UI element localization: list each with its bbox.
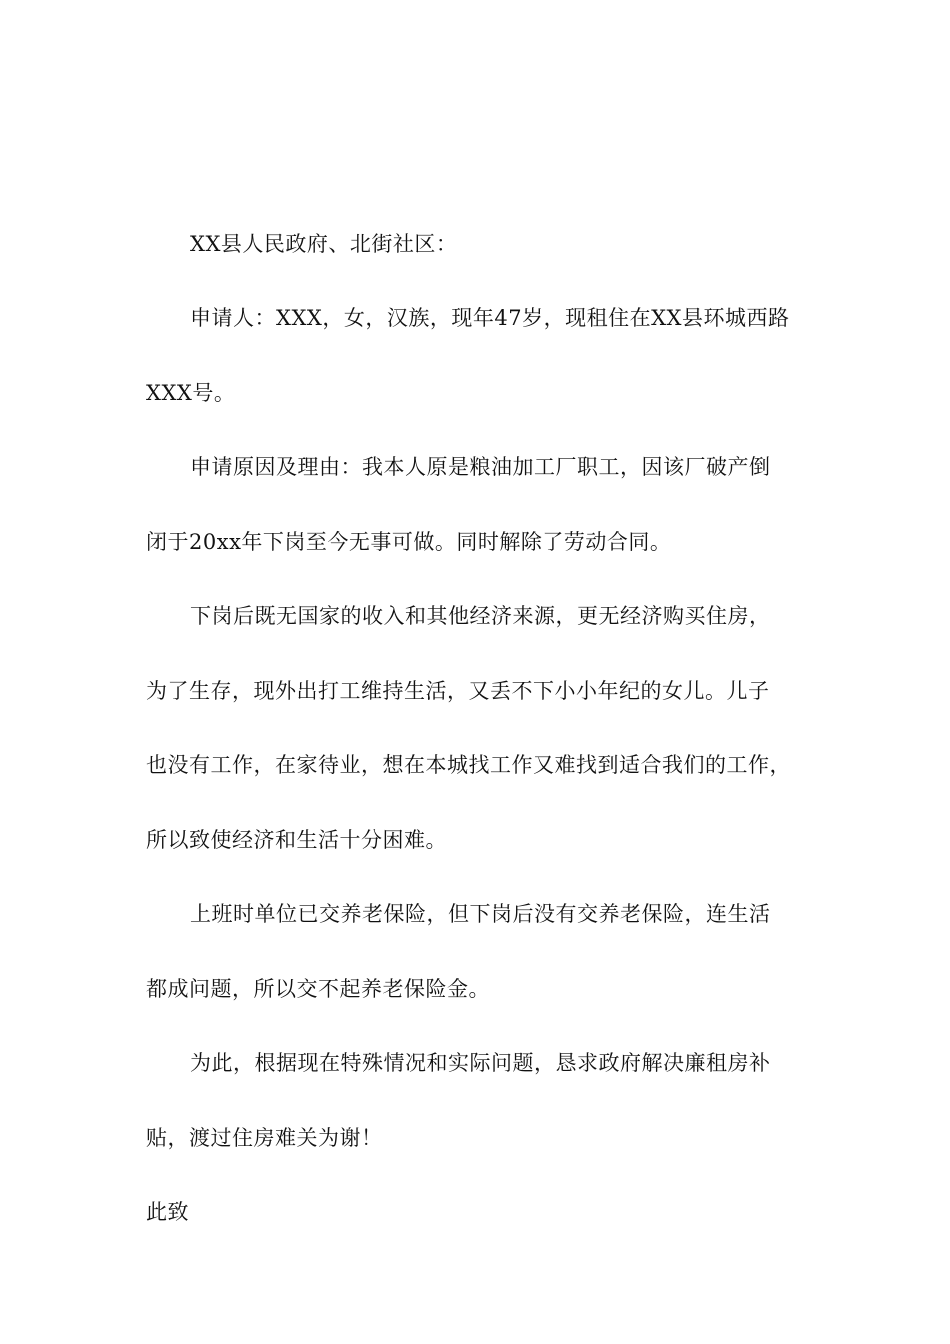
paragraph-line: 上班时单位已交养老保险，但下岗后没有交养老保险，连生活 xyxy=(190,902,771,927)
paragraph-line: 也没有工作，在家待业，想在本城找工作又难找到适合我们的工作， xyxy=(146,753,791,778)
letter-body xyxy=(146,206,836,1249)
paragraph-line: XXX号。 xyxy=(146,380,236,405)
paragraph-line: 下岗后既无国家的收入和其他经济来源，更无经济购买住房， xyxy=(190,604,771,629)
paragraph-line: 为了生存，现外出打工维持生活，又丢不下小小年纪的女儿。儿子 xyxy=(146,678,770,703)
paragraph-line: 闭于20xx年下岗至今无事可做。同时解除了劳动合同。 xyxy=(146,529,672,554)
paragraph-line: 为此，根据现在特殊情况和实际问题，恳求政府解决廉租房补 xyxy=(190,1051,771,1076)
paragraph-line: 申请人：XXX，女，汉族，现年47岁，现租住在XX县环城西路 xyxy=(190,306,790,331)
paragraph-line: 申请原因及理由：我本人原是粮油加工厂职工，因该厂破产倒 xyxy=(190,455,771,480)
salutation-line: XX县人民政府、北街社区： xyxy=(190,231,458,256)
closing-line: 此致 xyxy=(146,1200,189,1225)
paragraph-line: 都成问题，所以交不起养老保险金。 xyxy=(146,976,490,1001)
paragraph-line: 所以致使经济和生活十分困难。 xyxy=(146,827,447,852)
paragraph-line: 贴，渡过住房难关为谢！ xyxy=(146,1125,383,1150)
